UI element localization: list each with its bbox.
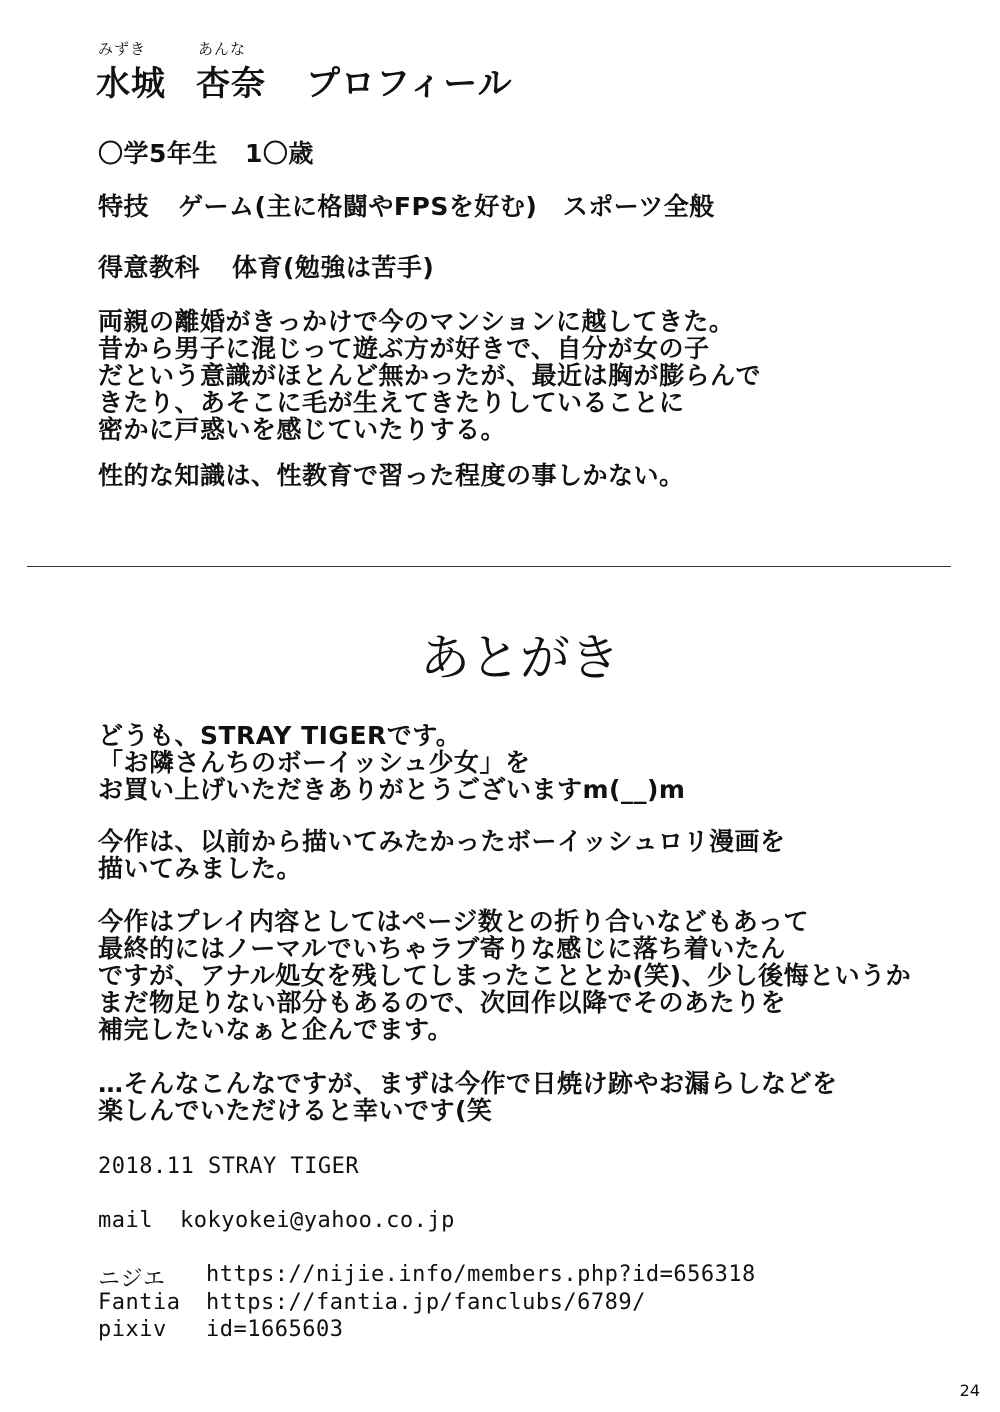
afterword-line: 今作はプレイ内容としてはページ数との折り合いなどもあって [98, 907, 810, 936]
afterword-line: 「お隣さんちのボーイッシュ少女」を [98, 748, 531, 777]
afterword-line: まだ物足りない部分もあるので、次回作以降でそのあたりを [98, 988, 787, 1017]
contact-fantia-link[interactable]: https://fantia.jp/fanclubs/6789/ [206, 1290, 646, 1315]
bio-line: 昔から男子に混じって遊ぶ方が好きで、自分が女の子 [98, 334, 710, 363]
contact-nijie-link[interactable]: https://nijie.info/members.php?id=656318 [206, 1262, 756, 1287]
afterword-line: 最終的にはノーマルでいちゃラブ寄りな感じに落ち着いたん [98, 934, 786, 963]
profile-grade: 〇学5年生 [98, 139, 218, 168]
afterword-line: 今作は、以前から描いてみたかったボーイッシュロリ漫画を [98, 827, 786, 856]
profile-age: 1〇歳 [245, 139, 314, 168]
ruby-surname: みずき [98, 40, 147, 58]
profile-bio [98, 308, 761, 443]
ruby-given-name: あんな [198, 40, 247, 58]
profile-surname: 水城 [96, 64, 166, 104]
profile-title: プロフィール [306, 64, 513, 104]
section-divider [27, 566, 951, 567]
afterword-line: ですが、アナル処女を残してしまったこととか(笑)、少し後悔というか [98, 961, 912, 990]
bio-line: だという意識がほとんど無かったが、最近は胸が膨らんで [98, 361, 762, 390]
contact-pixiv-label: pixiv [98, 1317, 167, 1342]
contact-mail-label: mail [98, 1208, 153, 1233]
bio-line: きたり、あそこに毛が生えてきたりしていることに [98, 388, 685, 417]
contact-mail-link[interactable]: kokyokei@yahoo.co.jp [180, 1208, 455, 1233]
afterword-line: 楽しんでいただけると幸いです(笑 [98, 1096, 493, 1125]
afterword-heading: あとがき [420, 629, 620, 687]
afterword-line: どうも、STRAY TIGERです。 [98, 721, 462, 750]
afterword-paragraph-2 [98, 828, 786, 882]
afterword-line: 描いてみました。 [98, 854, 303, 883]
contact-fantia-label: Fantia [98, 1290, 181, 1315]
afterword-line: …そんなこんなですが、まずは今作で日焼け跡やお漏らしなどを [98, 1069, 838, 1098]
page-number: 24 [959, 1381, 980, 1400]
afterword-line: お買い上げいただきありがとうございますm(__)m [98, 775, 686, 804]
profile-given-name: 杏奈 [196, 64, 266, 104]
afterword-greeting [98, 722, 685, 803]
afterword-paragraph-3 [98, 908, 911, 1043]
bio-line: 両親の離婚がきっかけで今のマンションに越してきた。 [98, 307, 735, 336]
afterword-signature: 2018.11 STRAY TIGER [98, 1154, 360, 1179]
bio-line: 密かに戸惑いを感じていたりする。 [98, 415, 507, 444]
skills-label: 特技 [98, 192, 150, 221]
afterword-line: 補完したいなぁと企んでます。 [98, 1015, 454, 1044]
subject-label: 得意教科 [98, 253, 201, 282]
skills-value: ゲーム(主に格闘やFPSを好む) スポーツ全般 [178, 192, 715, 221]
afterword-paragraph-4 [98, 1070, 838, 1124]
contact-nijie-label: ニジエ [98, 1267, 166, 1292]
subject-value: 体育(勉強は苦手) [232, 253, 435, 282]
contact-pixiv-link[interactable]: id=1665603 [206, 1317, 344, 1342]
bio-knowledge-note: 性的な知識は、性教育で習った程度の事しかない。 [98, 461, 685, 490]
